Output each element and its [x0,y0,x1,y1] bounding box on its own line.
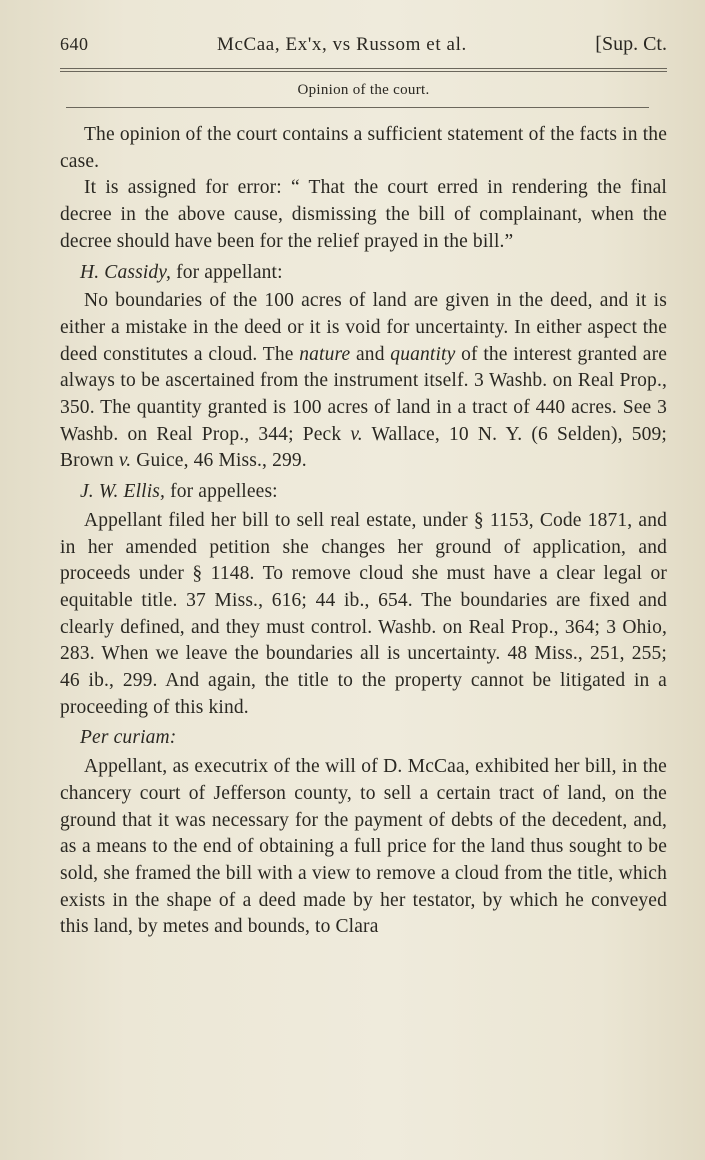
paragraph-opinion: Appellant, as executrix of the will of D. McCaa, exhibited her bill, in the chancery court of Jefferson county, to sell a certain tract of land, on the ground that it was necessary for the payment of debts of the decedent, and, as a means to the end of obtaining a full price for the land thus sought to be sold, she framed the bill with a view to remove a cloud from the title, which exists in the shape of a deed made by her testator, by which he conveyed this land, by metes and bounds, to Clara [60,756,667,938]
paragraph-appellees-argument: Appellant filed her bill to sell real estate, under § 1153, Code 1871, and in her amended petition she changes her ground of application, and proceeds under § 1148. To remove cloud she must have a clear legal or equitable title. 37 Miss., 616; 44 ib., 654. The boundaries are fixed and clearly defined, and they must control. Washb. on Real Prop., 364; 3 Ohio, 283. When we leave the boundaries all is uncertainty. 48 Miss., 251, 255; 46 ib., 299. And again, the title to the property cannot be litigated in a proceeding of this kind. [60,509,667,718]
paragraph-appellant-argument [60,288,667,475]
italic-word: v. [118,450,132,472]
header-rule-double [60,71,667,72]
section-subheading: Opinion of the court. [297,82,430,98]
per-curiam-heading [60,725,667,752]
page-number: 640 [60,34,89,54]
counsel-appellant-heading [60,260,667,287]
per-curiam-label: Per curiam: [80,727,177,749]
italic-word: quantity [390,343,456,365]
counsel-appellant-name: H. Cassidy, [80,261,172,283]
counsel-appellant-role: for appellant: [171,261,283,283]
counsel-appellees-role: for appellees: [165,481,278,503]
text-segment: Guice, 46 Miss., 299. [131,450,307,472]
counsel-appellees-heading [60,479,667,506]
paragraph-assignment-of-error: It is assigned for error: “ That the court erred in rendering the final decree in the above cause, dismissing the bill of complainant, when the decree should have been for the relief prayed in the bill.” [60,177,667,252]
counsel-appellees-name: J. W. Ellis, [80,481,166,503]
body-text [60,122,667,941]
header-rule [60,68,667,69]
paragraph-statement: The opinion of the court contains a sufficient statement of the facts in the case. [60,124,667,172]
text-segment: of the interest granted are always to be ascertained from the instrument itself. 3 Washb. on Real Prop., 350. The quantity granted is 100 acres of land in a tract of 440 acres. See 3 Washb. on Real Prop., 344; Peck [60,343,668,445]
court-label: [Sup. Ct. [595,33,667,55]
italic-word: v. [350,423,363,445]
case-title: McCaa, Ex'x, vs Russom et al. [216,34,467,55]
text-segment: Wallace, 10 N. Y. (6 Selden), 509; Brown [60,423,667,472]
italic-word: nature [299,343,351,365]
subheading-rule [66,107,649,108]
text-segment: No boundaries of the 100 acres of land are given in the deed, and it is either a mistake in the deed or it is void for uncertainty. In either aspect the deed constitutes a cloud. The [60,290,667,365]
text-segment: and [350,343,391,365]
running-header [60,34,667,54]
